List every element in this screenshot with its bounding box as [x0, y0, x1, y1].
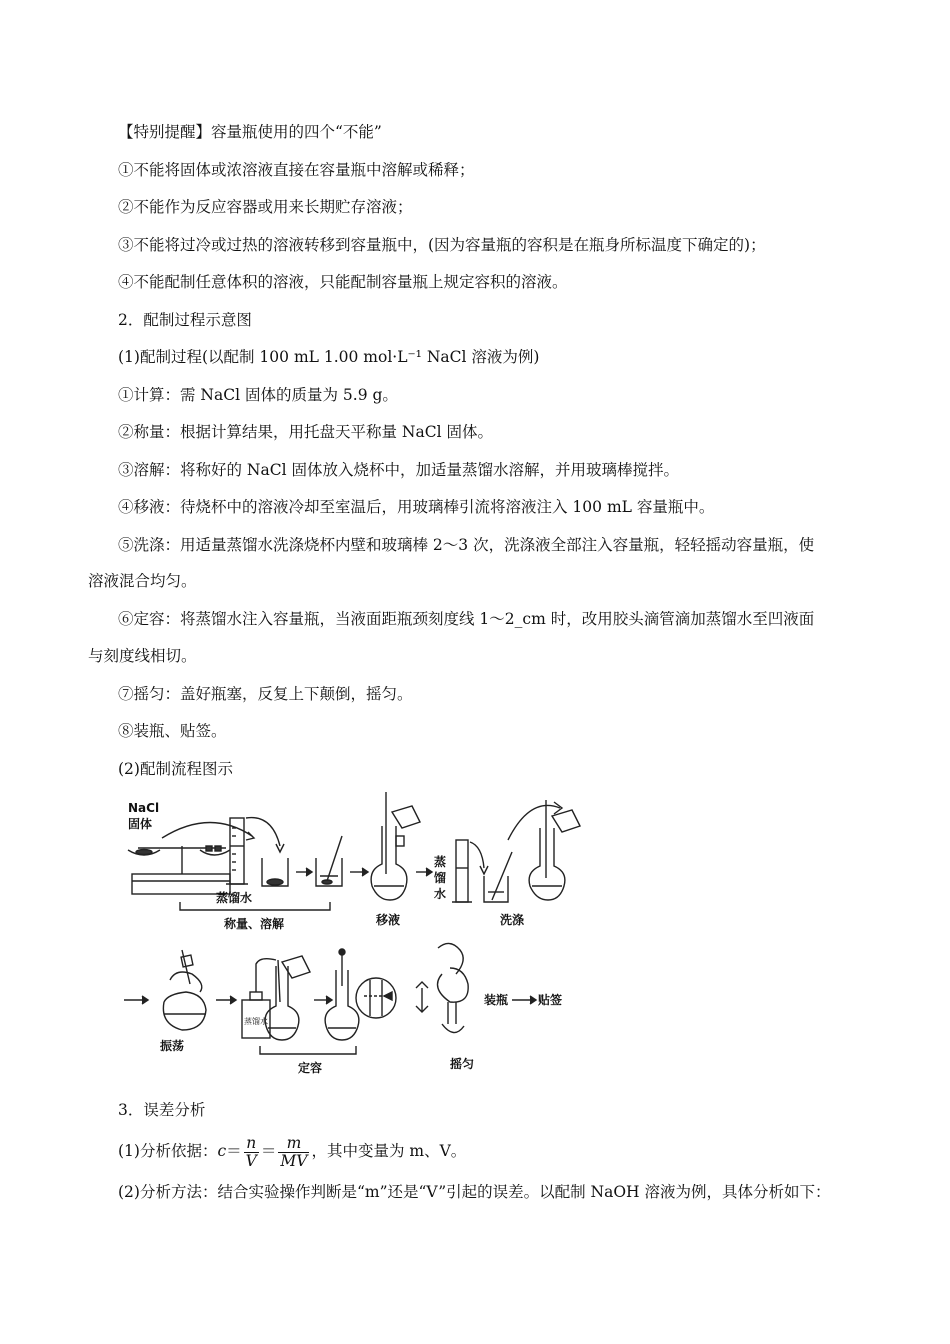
- reminder-item-1: ①不能将固体或浓溶液直接在容量瓶中溶解或稀释；: [118, 161, 475, 179]
- fraction-m-over-mv: $\frac{m}{MV}$: [280, 1133, 308, 1170]
- section-2-heading: 2．配制过程示意图: [118, 311, 252, 329]
- graduated-cylinder-icon: [452, 840, 472, 902]
- bottle-label: 蒸馏水: [244, 1017, 268, 1026]
- brace: [260, 1046, 356, 1054]
- section-2-sub1: (1)配制过程(以配制 100 mL 1.00 mol·L⁻¹ NaCl 溶液为例): [118, 348, 540, 366]
- solid-label: 固体: [128, 817, 153, 831]
- balance-icon: [128, 846, 230, 894]
- shake-label: 振荡: [160, 1039, 185, 1053]
- basis-suffix: ，其中变量为 m、V。: [311, 1142, 467, 1160]
- step-4: ④移液：待烧杯中的溶液冷却至室温后，用玻璃棒引流将溶液注入 100 mL 容量瓶中。: [118, 498, 715, 516]
- weigh-dissolve-label: 称量、溶解: [224, 917, 285, 931]
- fraction-n-over-v: $\frac{n}{V}$: [245, 1133, 257, 1170]
- reminder-item-4: ④不能配制任意体积的溶液，只能配制容量瓶上规定容积的溶液。: [118, 273, 568, 291]
- transfer-label: 移液: [376, 913, 401, 927]
- step-8: ⑧装瓶、贴签。: [118, 722, 227, 740]
- beaker-icon: [262, 858, 288, 886]
- equals-1: ＝: [226, 1142, 242, 1160]
- water-v1: 蒸: [434, 855, 447, 869]
- step-5-line-1: ⑤洗涤：用适量蒸馏水洗涤烧杯内壁和玻璃棒 2～3 次，洗涤液全部注入容量瓶，轻轻摇动容量瓶，使: [118, 536, 815, 554]
- step-6-line-1: ⑥定容：将蒸馏水注入容量瓶，当液面距瓶颈刻度线 1～2_cm 时，改用胶头滴管滴加蒸馏水至凹液面: [118, 610, 815, 628]
- reminder-title: 【特别提醒】容量瓶使用的四个“不能”: [118, 123, 382, 141]
- analysis-basis: [118, 1132, 466, 1170]
- shaking-flask-icon: [163, 950, 206, 1030]
- inverted-flask-icon: [416, 943, 468, 1032]
- beaker-with-rod-icon: [484, 852, 512, 902]
- beaker-with-rod-icon: [316, 836, 342, 886]
- fix-volume-label: 定容: [298, 1061, 323, 1075]
- reminder-item-3: ③不能将过冷或过热的溶液转移到容量瓶中，(因为容量瓶的容积是在瓶身所标温度下确定的)；: [118, 236, 766, 254]
- brace: [180, 902, 330, 910]
- section-3-heading: 3．误差分析: [118, 1101, 206, 1119]
- water-v2: 馏: [434, 871, 447, 885]
- equals-2: ＝: [260, 1142, 277, 1160]
- volumetric-flask-icon: [265, 956, 310, 1040]
- label-step-label: 贴签: [538, 993, 563, 1007]
- step-6-line-2: 与刻度线相切。: [88, 647, 197, 665]
- arrow-curve: [162, 822, 252, 838]
- reminder-item-2: ②不能作为反应容器或用来长期贮存溶液；: [118, 198, 413, 216]
- basis-prefix: (1)分析依据：: [118, 1142, 218, 1160]
- wash-label: 洗涤: [500, 913, 525, 927]
- mix-label: 摇匀: [450, 1057, 475, 1071]
- water-v3: 水: [434, 887, 447, 901]
- step-1: ①计算：需 NaCl 固体的质量为 5.9 g。: [118, 386, 398, 404]
- wash-bottle-icon: [242, 959, 276, 1038]
- step-2: ②称量：根据计算结果，用托盘天平称量 NaCl 固体。: [118, 423, 493, 441]
- volumetric-flask-icon: [529, 800, 580, 900]
- section-2-sub2: (2)配制流程图示: [118, 760, 233, 778]
- step-7: ⑦摇匀：盖好瓶塞，反复上下颠倒，摇匀。: [118, 685, 413, 703]
- var-c: c: [217, 1142, 227, 1160]
- dropper-flask-icon: [325, 949, 359, 1040]
- step-5-line-2: 溶液混合均匀。: [88, 572, 197, 590]
- step-3: ③溶解：将称好的 NaCl 固体放入烧杯中，加适量蒸馏水溶解，并用玻璃棒搅拌。: [118, 461, 679, 479]
- nacl-label: NaCl: [128, 801, 160, 815]
- preparation-flow-diagram: [120, 788, 590, 1078]
- volumetric-flask-icon: [371, 792, 420, 900]
- analysis-method: (2)分析方法：结合实验操作判断是“m”还是“V”引起的误差。以配制 NaOH 溶液为例，具体分析如下：: [118, 1183, 831, 1201]
- bottle-step-label: 装瓶: [484, 993, 509, 1007]
- water-label: 蒸馏水: [216, 891, 253, 905]
